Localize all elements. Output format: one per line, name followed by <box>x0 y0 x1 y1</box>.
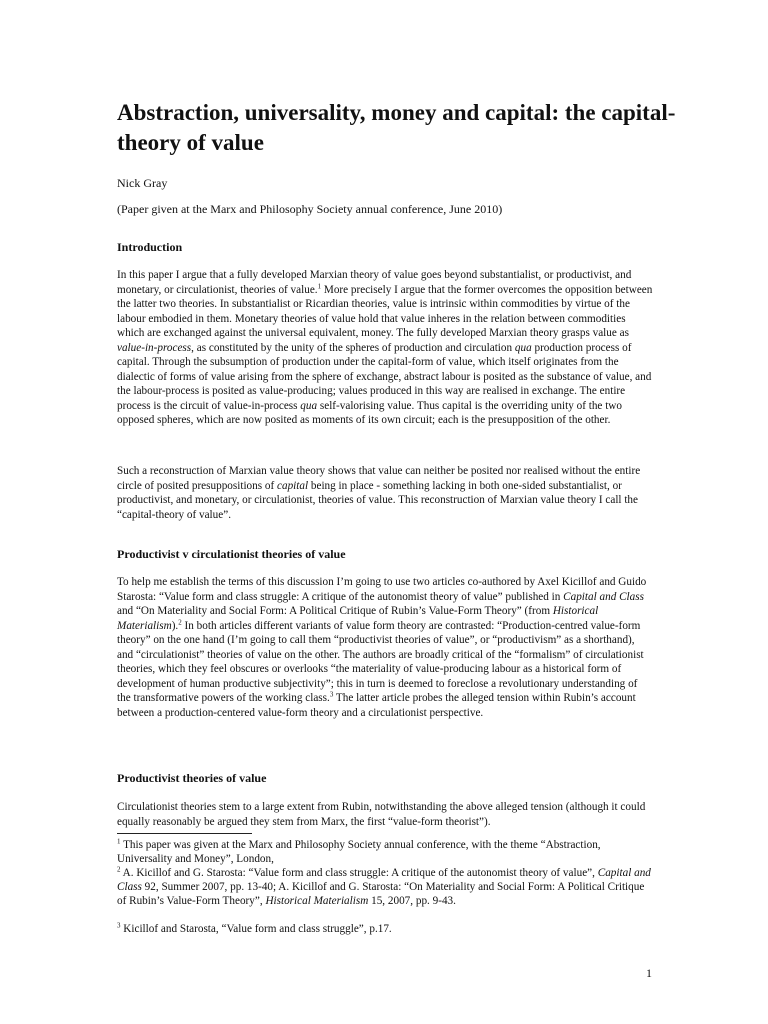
productivist-paragraph <box>117 575 653 720</box>
intro-paragraph-1 <box>117 268 653 428</box>
productivist-theories-text: Circulationist theories stem to a large extent from Rubin, notwithstanding the above alleged tension (although it could equally reasonably be argued they stem from Marx, the first “value-form theorist”). <box>117 801 646 828</box>
section-productivist-theories <box>117 771 653 786</box>
footnote-1: $^1$ This paper was given at the Marx and Philosophy Society annual conference, with the theme “Abstraction, Universality and Money”, London, <box>117 837 601 865</box>
productivist-paragraph-text: To help me establish the terms of this discussion I’m going to use two articles co-authored by Axel Kicillof and Guido Starosta: “Value form and class struggle: A critique of the autonomist theory of value” published in Capital and Class and “On Materiality and Social Form: A Political Critique of Rubin’s Value-Form Theory” (from Historical Materialism).$^2$ In both articles different variants of value form theory are contrasted: “Production-centred value-form theory” on the one hand (I’m going to call them “productivist theories of value”, or “productivism” as a shorthand), and “circulationist” theories of value on the other. The authors are broadly critical of the “formalism” of circulationist theories, which they feel obscures or overlooks “the materiality of value-producing labour as a historical form of development of human productive subjectivity”; this in turn is deemed to foreclose a revolutionary understanding of the transformative powers of the working class.$^3$ The latter article probes the alleged tension within Rubin’s account between a production-centered value-form theory and a circulationist perspective. <box>117 576 647 719</box>
section-productivist-v-circulationist <box>117 547 653 562</box>
heading-productivist-v-circulationist: Productivist v circulationist theories of value <box>117 547 346 561</box>
page-number: 1 <box>646 966 652 980</box>
footnote-3: $^3$ Kicillof and Starosta, “Value form and class struggle”, p.17. <box>117 921 392 935</box>
paper-title: Abstraction, universality, money and capital: the capital-theory of value <box>117 100 676 155</box>
heading-productivist-theories: Productivist theories of value <box>117 771 267 785</box>
intro-paragraph-1-text: In this paper I argue that a fully developed Marxian theory of value goes beyond substantialist, or productivist, and monetary, or circulationist, theories of value.$^1$ More precisely I argue that the former overcomes the opposition between the latter two theories. In substantialist or Ricardian theories, value is intrinsic within commodities by virtue of the labour embodied in them. Monetary theories of value hold that value inheres in the relation between commodities which are exchanged against the universal equivalent, money. The fully developed Marxian theory grasps value as value-in-process, as constituted by the unity of the spheres of production and circulation qua production process of capital. Through the subsumption of production under the capital-form of value, which itself originates from the dialectic of forms of value arising from the sphere of exchange, abstract labour is posited as the substance of value, and the labour-process is posited as value-producing; values produced in this way are realised in exchange. The entire process is the circuit of value-in-process qua self-valorising value. Thus capital is the overriding unity of the two opposed spheres, which are now posited as moments of its own circuit; each is the presupposition of the other. <box>117 269 653 426</box>
section-introduction <box>117 240 653 255</box>
intro-paragraph-2 <box>117 464 653 522</box>
footnote-ref-1[interactable]: 1 <box>317 281 322 290</box>
heading-introduction: Introduction <box>117 240 183 254</box>
footnote-divider <box>117 833 252 834</box>
footnote-2: $^2$ A. Kicillof and G. Starosta: “Value form and class struggle: A critique of the autonomist theory of value”, Capital and Class 92, Summer 2007, pp. 13-40; A. Kicillof and G. Starosta: “On Materiality and Social Form: A Political Critique of Rubin’s Value-Form Theory”, Historical Materialism 15, 2007, pp. 9-43. <box>117 865 651 907</box>
productivist-theories-paragraph <box>117 800 653 829</box>
footnote-ref-2[interactable]: 2 <box>178 617 182 626</box>
footnote-ref-3[interactable]: 3 <box>329 690 334 699</box>
intro-paragraph-2-text: Such a reconstruction of Marxian value theory shows that value can neither be posited nor realised without the entire circle of posited presuppositions of capital being in place - something lacking in both one-sided substantialist, or productivist, and monetary, or circulationist, theories of value. This reconstruction of Marxian value theory I call the “capital-theory of value”. <box>117 465 641 521</box>
conference-note: (Paper given at the Marx and Philosophy Society annual conference, June 2010) <box>117 202 503 216</box>
author-name: Nick Gray <box>117 176 168 190</box>
